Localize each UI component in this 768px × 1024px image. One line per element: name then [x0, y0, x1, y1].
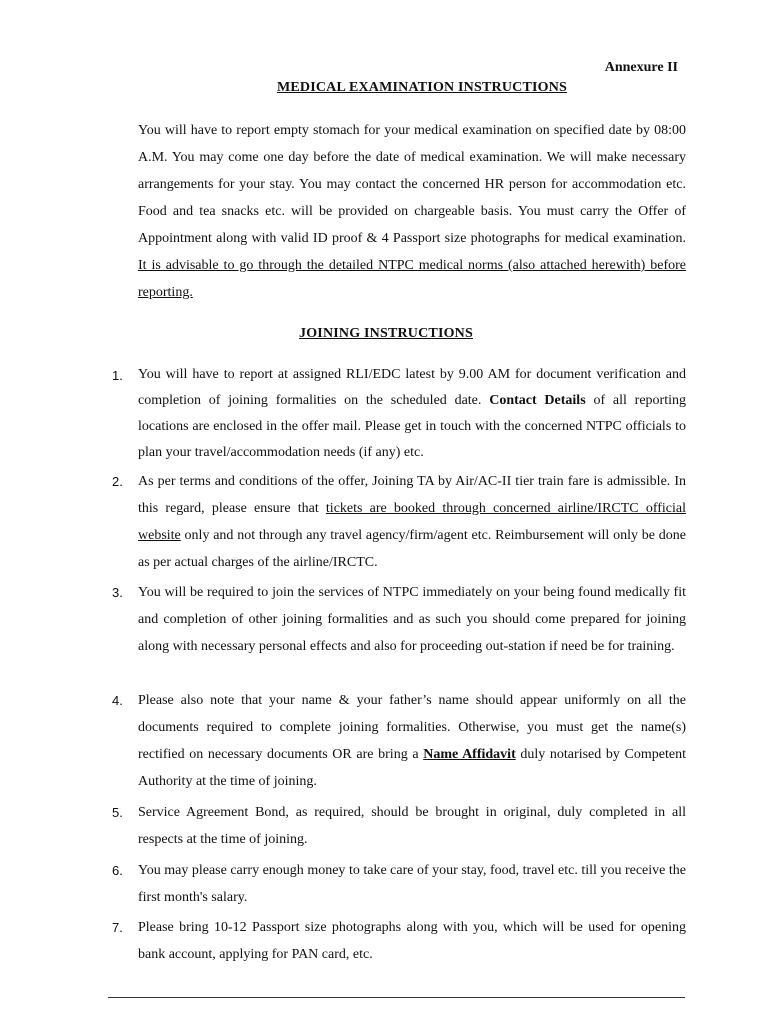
item-text: Please also note that your name & your father’s name should appear uniformly on all the documents required to complete joining formalities. Otherwise, you must get the name(s) rectified on necessary documents OR are bring a: [138, 693, 686, 762]
annexure-label: Annexure II: [604, 60, 678, 75]
joining-instructions-heading: JOINING INSTRUCTIONS: [299, 326, 473, 341]
item-text: You will have to report at assigned RLI/EDC latest by 9.00 AM for document verification and completion of joining formalities on the scheduled date.: [138, 367, 686, 408]
list-number: 7.: [112, 920, 123, 935]
list-item: [112, 857, 686, 911]
item-text: As per terms and conditions of the offer, Joining TA by Air/AC-II tier train fare is admissible. In this regard, please ensure that: [138, 474, 686, 516]
list-text: [138, 468, 686, 576]
list-item: [112, 914, 686, 968]
list-item: [112, 468, 686, 576]
list-number: 3.: [112, 585, 123, 600]
list-text: [138, 687, 686, 795]
list-text: [138, 362, 686, 466]
footer-divider: [108, 997, 685, 998]
list-number: 6.: [112, 863, 123, 878]
medical-instructions-heading: MEDICAL EXAMINATION INSTRUCTIONS: [276, 80, 568, 95]
list-number: 1.: [112, 368, 123, 383]
list-item: [112, 362, 686, 466]
medical-text: You will have to report empty stomach for your medical examination on specified date by 08:00 A.M. You may come one day before the date of medical examination. We will make necessary arrangements for your stay. You may contact the concerned HR person for accommodation etc. Food and tea snacks etc. will be provided on chargeable basis. You must carry the Offer of Appointment along with valid ID proof & 4 Passport size photographs for medical examination.: [138, 123, 686, 246]
name-affidavit-label: Name Affidavit: [423, 747, 516, 762]
list-text: Service Agreement Bond, as required, should be brought in original, duly completed in all respects at the time of joining.: [138, 805, 686, 847]
contact-details-label: Contact Details: [489, 393, 586, 408]
medical-norms-note: It is advisable to go through the detailed NTPC medical norms (also attached herewith) before reporting.: [138, 258, 686, 300]
list-number: 2.: [112, 474, 123, 489]
list-item: [112, 687, 686, 795]
item-text: duly notarised by Competent Authority at the time of joining.: [138, 747, 686, 789]
list-item: [112, 579, 686, 660]
ticket-booking-note: tickets are booked through concerned airline/IRCTC official website: [138, 501, 686, 543]
list-text: You will be required to join the services of NTPC immediately on your being found medically fit and completion of other joining formalities and as such you should come prepared for joining along with necessary personal effects and also for proceeding out-station if need be for training.: [138, 585, 686, 654]
list-text: You may please carry enough money to take care of your stay, food, travel etc. till you receive the first month's salary.: [138, 863, 686, 905]
list-number: 4.: [112, 693, 123, 708]
list-text: Please bring 10-12 Passport size photographs along with you, which will be used for opening bank account, applying for PAN card, etc.: [138, 920, 686, 962]
medical-instructions-paragraph: [138, 117, 686, 306]
item-text: of all reporting locations are enclosed in the offer mail. Please get in touch with the concerned NTPC officials to plan your travel/accommodation needs (if any) etc.: [138, 393, 687, 460]
item-text: only and not through any travel agency/firm/agent etc. Reimbursement will only be done as per actual charges of the airline/IRCTC.: [138, 528, 686, 570]
list-item: [112, 799, 686, 853]
list-number: 5.: [112, 805, 123, 820]
